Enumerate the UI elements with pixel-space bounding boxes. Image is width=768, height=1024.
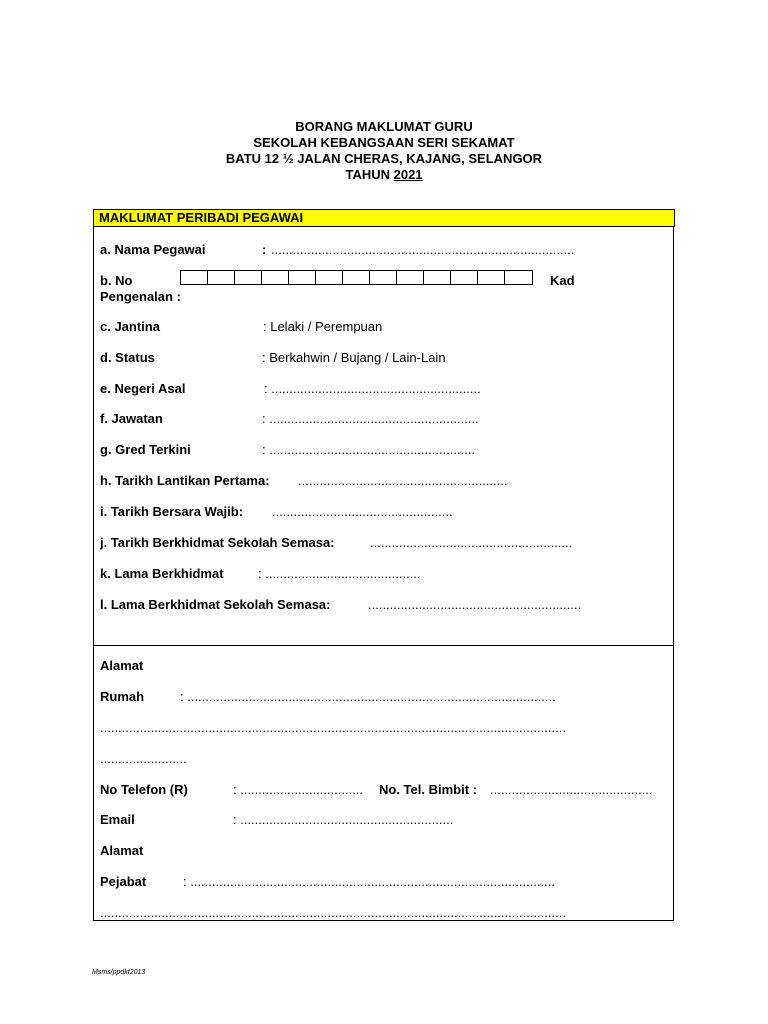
ic-digit-box[interactable]	[181, 271, 208, 284]
ic-digit-box[interactable]	[208, 271, 235, 284]
field-a-input[interactable]: ....................................................................................	[271, 242, 575, 257]
field-g-input[interactable]: : .........................................................	[262, 442, 476, 457]
field-h-input[interactable]: ..........................................................	[298, 473, 508, 488]
field-h-label: h. Tarikh Lantikan Pertama:	[100, 473, 270, 488]
pejabat-input[interactable]: : .....................................................................................................	[183, 874, 556, 889]
field-f-input[interactable]: : ..........................................................	[262, 411, 479, 426]
alamat-pejabat-label1: Alamat	[100, 843, 144, 858]
year-value: 2021	[393, 167, 423, 182]
rumah-label: Rumah	[100, 689, 145, 704]
field-b-label2: Pengenalan :	[100, 289, 181, 304]
form-title: BORANG MAKLUMAT GURU	[295, 119, 473, 134]
school-address: BATU 12 ½ JALAN CHERAS, KAJANG, SELANGOR	[225, 151, 543, 166]
ic-digit-box[interactable]	[451, 271, 478, 284]
school-name: SEKOLAH KEBANGSAAN SERI SEKAMAT	[253, 135, 515, 150]
field-d-label: d. Status	[100, 350, 155, 365]
ic-digit-box[interactable]	[505, 271, 532, 284]
alamat-rumah-label1: Alamat	[100, 658, 144, 673]
field-e-label: e. Negeri Asal	[100, 381, 186, 396]
year-prefix: TAHUN	[345, 167, 394, 182]
field-i-label: i. Tarikh Bersara Wajib:	[100, 504, 244, 519]
tel-bimbit-label: No. Tel. Bimbit :	[379, 782, 477, 797]
field-g-label: g. Gred Terkini	[100, 442, 191, 457]
field-d-value[interactable]: : Berkahwin / Bujang / Lain-Lain	[262, 350, 446, 365]
pejabat-input-line2[interactable]: .................................................................................................................................	[100, 905, 566, 920]
ic-digit-box[interactable]	[343, 271, 370, 284]
section-header: MAKLUMAT PERIBADI PEGAWAI	[93, 209, 675, 227]
field-l-label: l. Lama Berkhidmat Sekolah Semasa:	[100, 597, 331, 612]
field-k-label: k. Lama Berkhidmat	[100, 566, 224, 581]
ic-digit-box[interactable]	[424, 271, 451, 284]
rumah-input[interactable]: : ......................................................................................................	[180, 689, 556, 704]
form-year	[0, 166, 768, 184]
ic-digit-box[interactable]	[397, 271, 424, 284]
field-c-label: c. Jantina	[100, 319, 160, 334]
field-e-input[interactable]: : ..........................................................	[264, 381, 481, 396]
email-label: Email	[100, 812, 135, 827]
rumah-input-line3[interactable]: ........................	[100, 751, 187, 766]
field-l-input[interactable]: ...........................................................	[368, 597, 582, 612]
field-i-input[interactable]: ..................................................	[272, 504, 453, 519]
tel-r-input[interactable]: : ..................................	[233, 782, 364, 797]
tel-bimbit-input[interactable]: .............................................	[490, 782, 653, 797]
field-k-input[interactable]: : ...........................................	[258, 566, 421, 581]
ic-digit-box[interactable]	[289, 271, 316, 284]
field-j-input[interactable]: ........................................................	[370, 535, 573, 550]
tel-r-label: No Telefon (R)	[100, 782, 188, 797]
ic-digit-box[interactable]	[235, 271, 262, 284]
ic-number-boxes[interactable]	[180, 270, 533, 285]
ic-digit-box[interactable]	[478, 271, 505, 284]
ic-digit-box[interactable]	[262, 271, 289, 284]
ic-digit-box[interactable]	[370, 271, 397, 284]
footer-code: Msms/ppdkt2013	[92, 969, 146, 976]
field-c-value[interactable]: : Lelaki / Perempuan	[263, 319, 383, 334]
field-f-label: f. Jawatan	[100, 411, 163, 426]
field-a-colon: :	[262, 242, 267, 257]
field-b-suffix: Kad	[550, 273, 575, 288]
email-input[interactable]: : ...........................................................	[233, 812, 454, 827]
field-b-label: b. No	[100, 273, 133, 288]
pejabat-label: Pejabat	[100, 874, 147, 889]
field-j-label: j. Tarikh Berkhidmat Sekolah Semasa:	[100, 535, 335, 550]
ic-digit-box[interactable]	[316, 271, 343, 284]
field-a-label: a. Nama Pegawai	[100, 242, 206, 257]
rumah-input-line2[interactable]: .................................................................................................................................	[100, 720, 566, 735]
